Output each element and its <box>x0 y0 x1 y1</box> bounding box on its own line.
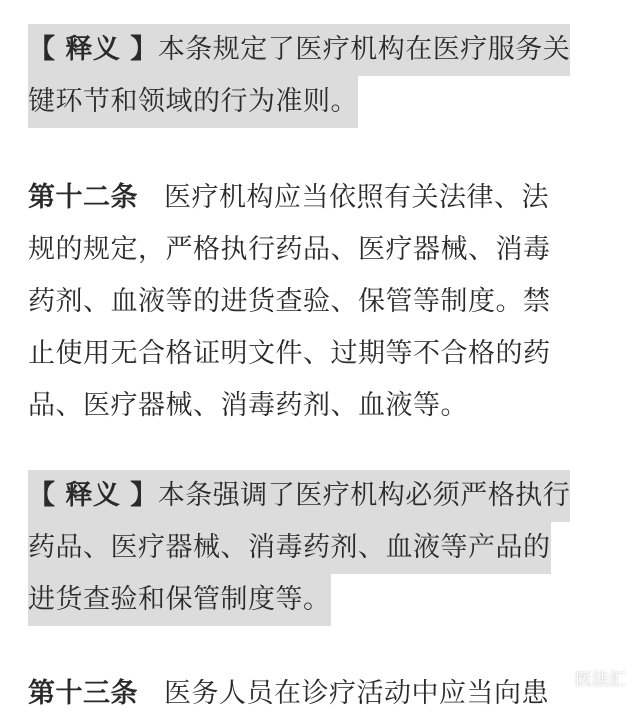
explain2-line2 <box>28 522 551 574</box>
explain-text: 进货查验和保管制度等。 <box>28 574 331 626</box>
article-text: 药剂、血液等的进货查验、保管等制度。禁 <box>28 286 551 317</box>
article-text: 医务人员在诊疗活动中应当向患 <box>164 678 549 709</box>
article-title: 第十二条 <box>28 182 138 213</box>
article-text: 规的规定，严格执行药品、医疗器械、消毒 <box>28 234 551 265</box>
article-title: 第十三条 <box>28 678 138 709</box>
article-text: 止使用无合格证明文件、过期等不合格的药 <box>28 338 551 369</box>
explain2-line1 <box>28 470 570 522</box>
article12-line5 <box>28 380 468 432</box>
explain-text: 药品、医疗器械、消毒药剂、血液等产品的 <box>28 522 551 574</box>
article-text: 医疗机构应当依照有关法律、法 <box>164 182 549 213</box>
article12-line4 <box>28 328 551 380</box>
article12-line3 <box>28 276 551 328</box>
explain-marker: 【 释义 】 <box>28 34 158 65</box>
article12-line1 <box>28 172 549 224</box>
explain-marker: 【 释义 】 <box>28 480 158 511</box>
explain2-line3 <box>28 574 331 626</box>
article12-line2 <box>28 224 551 276</box>
explain-text: 键环节和领域的行为准则。 <box>28 76 358 128</box>
watermark <box>549 665 626 690</box>
explain1-line2 <box>28 76 358 128</box>
article13-line1 <box>28 668 549 720</box>
explain-text: 本条规定了医疗机构在医疗服务关 <box>157 34 571 65</box>
explain-text: 本条强调了医疗机构必须严格执行 <box>157 480 571 511</box>
article-text: 品、医疗器械、消毒药剂、血液等。 <box>28 390 468 421</box>
explain1-line1 <box>28 24 570 76</box>
watermark-label: 医法汇 <box>575 670 626 690</box>
wechat-icon <box>549 667 571 689</box>
